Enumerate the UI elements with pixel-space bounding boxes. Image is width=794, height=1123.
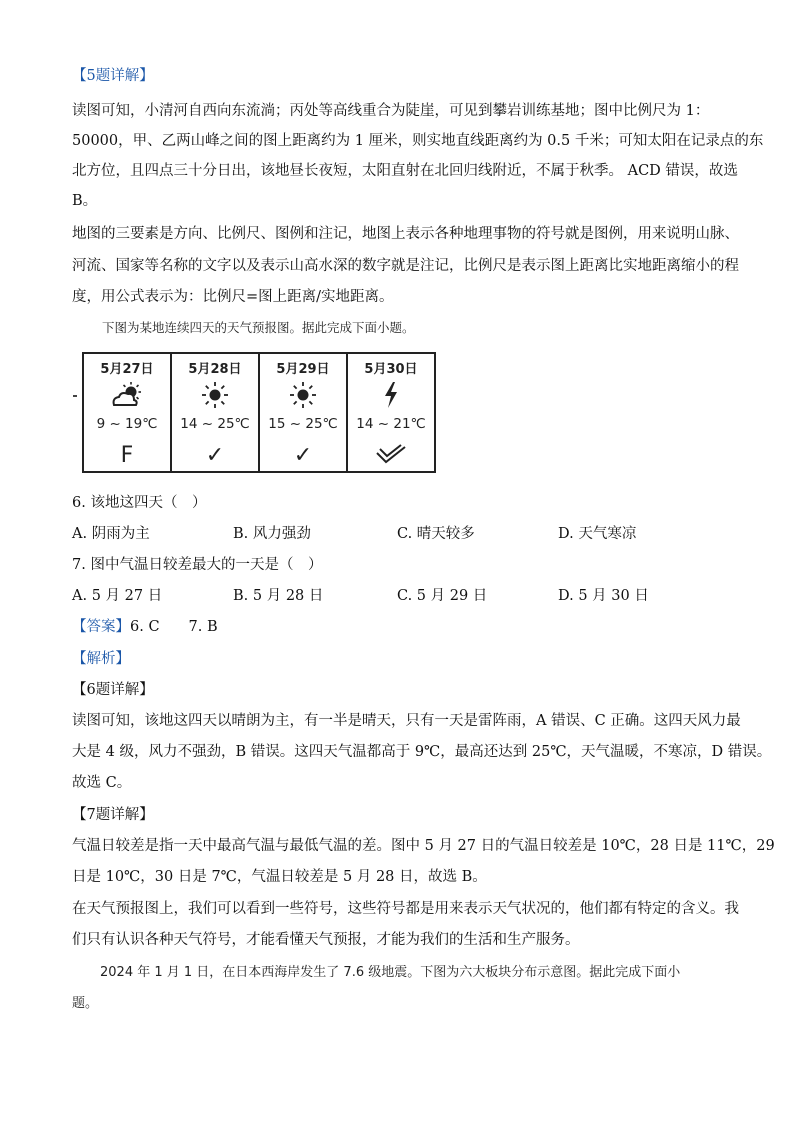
wind-symbol: ✓ [293,442,313,468]
q7-option-b: B. 5 月 28 日 [233,588,324,604]
q5-paragraph2-line2: 河流、国家等名称的文字以及表示山高水深的数字就是注记，比例尺是表示图上距离比实地距离缩小的程 [72,258,739,274]
answer-text: 6. C 7. B [130,619,218,635]
weather-forecast-table [82,352,436,473]
q7-detail-line3: 在天气预报图上，我们可以看到一些符号，这些符号都是用来表示天气状况的，他们都有特定的含义。我 [72,901,739,917]
q5-heading: 【5题详解】 [72,68,154,84]
weather-day-3 [260,354,348,471]
thunder-icon [348,380,434,410]
weather-date: 5月30日 [364,362,418,377]
sun-icon [260,380,346,410]
q5-paragraph2-line1: 地图的三要素是方向、比例尺、图例和注记，地图上表示各种地理事物的符号就是图例，用来说明山脉、 [72,226,739,242]
plates-intro-line1: 2024 年 1 月 1 日，在日本西海岸发生了 7.6 级地震。下图为六大板块分布示意图。据此完成下面小 [100,965,681,980]
scan-mark [73,395,77,397]
weather-temperature: 14 ~ 25℃ [180,416,250,432]
q5-paragraph2-line3: 度，用公式表示为：比例尺=图上距离/实地距离。 [72,289,394,305]
weather-day-2 [172,354,260,471]
analysis-label: 【解析】 [72,651,130,667]
sun-icon [172,380,258,410]
q5-paragraph1-line1: 读图可知，小清河自西向东流淌；丙处等高线重合为陡崖，可见到攀岩训练基地；图中比例尺为 1： [72,103,710,119]
q6-option-c: C. 晴天较多 [397,526,475,542]
weather-temperature: 14 ~ 21℃ [356,416,426,432]
q5-paragraph1-line2: 50000，甲、乙两山峰之间的图上距离约为 1 厘米，则实地直线距离约为 0.5 千米；可知太阳在记录点的东 [72,133,764,149]
q7-option-c: C. 5 月 29 日 [397,588,488,604]
q7-detail-line1: 气温日较差是指一天中最高气温与最低气温的差。图中 5 月 27 日的气温日较差是 10℃，28 日是 11℃，29 [72,838,775,854]
wind-symbol: F [120,442,134,468]
q5-paragraph1-line3: 北方位，且四点三十分日出，该地昼长夜短，太阳直射在北回归线附近，不属于秋季。 ACD 错误，故选 [72,163,738,179]
plates-intro-line2: 题。 [72,996,99,1011]
weather-temperature: 9 ~ 19℃ [96,416,158,432]
q6-stem: 6. 该地这四天（ ） [72,495,207,511]
q6-option-d: D. 天气寒凉 [558,526,637,542]
wind-symbol: ✓ [205,442,225,468]
weather-day-1 [84,354,172,471]
weather-date: 5月28日 [188,362,242,377]
4-level-wind-icon [348,442,434,468]
q6-option-b: B. 风力强劲 [233,526,311,542]
q7-option-d: D. 5 月 30 日 [558,588,649,604]
weather-intro: 下图为某地连续四天的天气预报图。据此完成下面小题。 [102,320,415,335]
q6-detail-heading: 【6题详解】 [72,682,154,698]
q7-detail-line4: 们只有认识各种天气符号，才能看懂天气预报，才能为我们的生活和生产服务。 [72,932,580,948]
q7-option-a: A. 5 月 27 日 [72,588,163,604]
q6-option-a: A. 阴雨为主 [72,526,150,542]
weather-date: 5月29日 [276,362,330,377]
answer-label: 【答案】 [72,619,130,635]
q6-detail-line3: 故选 C。 [72,775,132,791]
weather-temperature: 15 ~ 25℃ [268,416,338,432]
q7-stem: 7. 图中气温日较差最大的一天是（ ） [72,557,323,573]
q7-detail-line2: 日是 10℃，30 日是 7℃，气温日较差是 5 月 28 日，故选 B。 [72,869,487,885]
q5-paragraph1-line4: B。 [72,193,98,209]
q6-detail-line1: 读图可知，该地这四天以晴朗为主，有一半是晴天，只有一天是雷阵雨，A 错误、C 正确。这四天风力最 [72,713,741,729]
weather-day-4 [348,354,434,471]
q7-detail-heading: 【7题详解】 [72,807,154,823]
partly-cloudy-icon [84,380,170,410]
q6-detail-line2: 大是 4 级，风力不强劲，B 错误。这四天气温都高于 9℃，最高还达到 25℃，天气温暖，不寒凉，D 错误。 [72,744,772,760]
weather-date: 5月27日 [100,362,154,377]
